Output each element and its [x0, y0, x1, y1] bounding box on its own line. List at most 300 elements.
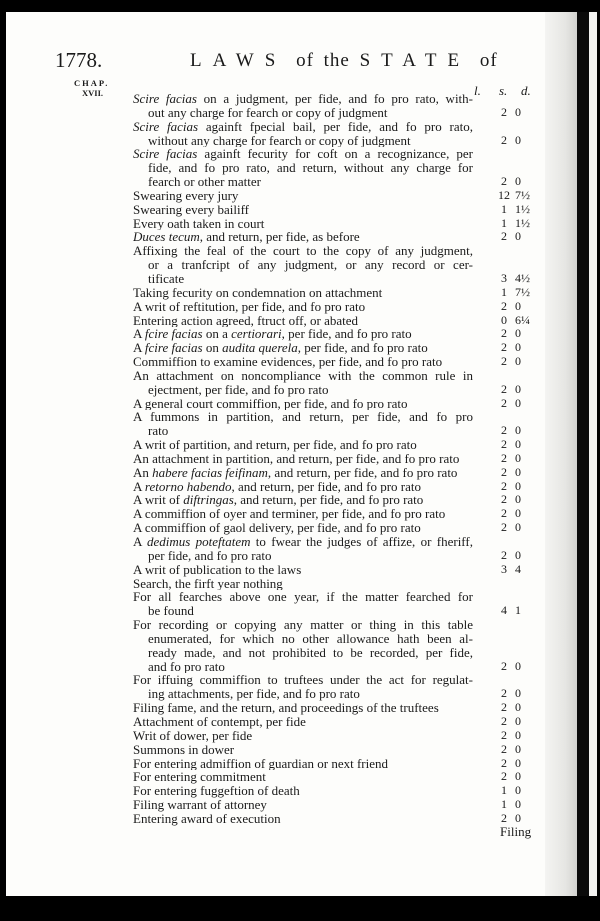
entry-text	[133, 217, 473, 231]
entry-text	[148, 258, 473, 272]
fee-entry	[133, 189, 543, 203]
fee-entry	[133, 770, 543, 784]
entry-line	[133, 327, 543, 341]
entry-line	[133, 784, 543, 798]
entry-line	[133, 341, 543, 355]
fee-entry	[133, 563, 543, 577]
fee-entry	[133, 327, 543, 341]
fee-entry	[133, 729, 543, 743]
shillings-amount: 2	[501, 686, 507, 701]
pence-amount: 0	[515, 492, 521, 507]
text-segment: againft fpecial bail, per fide, and fo pro rato,	[198, 119, 473, 134]
shillings-amount: 0	[501, 312, 507, 327]
pence-amount: 0	[515, 381, 521, 396]
entry-text	[148, 660, 473, 674]
entry-line	[133, 314, 543, 328]
shillings-amount: 2	[501, 104, 507, 119]
text-segment: tificate	[148, 271, 185, 286]
text-segment: on	[202, 341, 223, 356]
pence-amount: 1½	[515, 215, 530, 230]
text-segment: Filing fame, and the return, and proceedings of the truftees	[133, 701, 439, 715]
fee-entry	[133, 507, 543, 521]
entry-line	[133, 812, 543, 826]
chapter-label: CHAP.	[74, 78, 110, 88]
entry-text	[133, 397, 473, 411]
shillings-amount: 2	[501, 132, 507, 147]
entry-line	[133, 189, 543, 203]
entry-text	[148, 272, 473, 286]
entry-text	[148, 646, 473, 660]
fee-entry	[133, 203, 543, 217]
entry-line	[133, 397, 543, 411]
entry-line	[133, 590, 543, 604]
pence-amount: 1	[515, 603, 521, 618]
entry-text	[133, 147, 473, 161]
fee-entry	[133, 438, 543, 452]
entry-text	[133, 563, 473, 577]
pence-amount: 0	[515, 326, 521, 341]
fee-entry	[133, 743, 543, 757]
entry-text	[133, 327, 473, 341]
text-segment: A commiffion of gaol delivery, per fide, and fo pro rato	[133, 521, 421, 535]
latin-term: Scire facias	[133, 92, 197, 106]
shillings-amount: 2	[501, 769, 507, 784]
text-segment: An attachment in partition, and return, per fide, and fo pro rato	[133, 451, 460, 466]
pence-amount: 7½	[515, 187, 530, 202]
entry-line	[133, 286, 543, 300]
entry-text	[133, 729, 473, 743]
text-segment: Attachment of contempt, per fide	[133, 714, 306, 729]
fee-entry	[133, 812, 543, 826]
latin-term: retorno habendo	[144, 479, 232, 494]
entry-text	[148, 175, 473, 189]
column-header-shillings: s.	[499, 83, 508, 98]
text-segment: Affixing the feal of the court to the copy of any judgment,	[133, 244, 473, 259]
shillings-amount: 1	[501, 797, 507, 812]
pence-amount: 0	[515, 797, 521, 812]
text-segment: A commiffion of oyer and terminer, per fide, and fo pro rato	[133, 507, 446, 522]
entry-line	[133, 203, 543, 217]
entry-line	[133, 355, 543, 369]
shillings-amount: 2	[501, 547, 507, 562]
fee-entry	[133, 92, 543, 120]
entry-text	[133, 715, 473, 729]
entry-line	[133, 244, 543, 258]
entry-text	[133, 314, 473, 328]
fee-entry	[133, 673, 543, 701]
pence-amount: 0	[515, 506, 521, 521]
text-segment: fide, and fo pro rato, and return, without any charge for	[148, 161, 473, 176]
shillings-amount: 2	[501, 478, 507, 493]
entry-line	[133, 577, 543, 591]
text-segment: and fo pro rato	[148, 659, 225, 674]
text-segment: , and return, per fide, and fo pro rato	[267, 465, 458, 480]
entry-text	[148, 424, 473, 438]
entry-text	[133, 341, 473, 355]
pence-amount: 0	[515, 755, 521, 770]
fee-table	[133, 92, 543, 826]
text-segment: Entering award of execution	[133, 811, 281, 826]
entry-text	[133, 230, 473, 244]
entry-line	[133, 701, 543, 715]
fee-entry	[133, 120, 543, 148]
fee-entry	[133, 341, 543, 355]
shillings-amount: 2	[501, 492, 507, 507]
text-segment: , and return, per fide, and fo pro rato	[231, 479, 421, 494]
entry-text	[148, 161, 473, 175]
text-segment: An	[133, 465, 153, 480]
shillings-amount: 12	[498, 187, 510, 202]
entry-text	[133, 743, 473, 757]
shillings-amount: 2	[501, 381, 507, 396]
text-segment: Swearing every bailiff	[133, 202, 249, 217]
text-segment: Taking fecurity on condemnation on attachment	[133, 285, 383, 300]
text-segment: Entering action agreed, ftruct off, or abated	[133, 313, 358, 328]
latin-term: habere facias feifinam	[152, 465, 268, 480]
text-segment: without any charge for fearch or copy of judgment	[148, 133, 411, 148]
fee-entry	[133, 286, 543, 300]
entry-text	[133, 480, 473, 494]
latin-term: Scire facias	[133, 119, 199, 134]
shillings-amount: 2	[501, 229, 507, 244]
pence-amount: 0	[515, 437, 521, 452]
fee-entry	[133, 798, 543, 812]
entry-text	[133, 466, 473, 480]
entry-line	[133, 521, 543, 535]
entry-line	[133, 106, 543, 120]
page-edge-shadow	[545, 12, 579, 896]
text-segment: per fide, and fo pro rato	[148, 548, 272, 563]
shillings-amount: 1	[501, 201, 507, 216]
entry-line	[133, 120, 543, 134]
entry-text	[133, 189, 473, 203]
text-segment: A	[133, 327, 145, 342]
entry-text	[133, 618, 473, 632]
facing-page-edge	[589, 12, 597, 896]
entry-text	[133, 770, 473, 784]
entry-text	[148, 687, 473, 701]
pence-amount: 0	[515, 686, 521, 701]
entry-text	[133, 493, 473, 507]
text-segment: A fummons in partition, and return, per fide, and fo pro	[133, 410, 473, 425]
entry-line	[133, 258, 543, 272]
pence-amount: 0	[515, 104, 521, 119]
entry-line	[133, 493, 543, 507]
pence-amount: 0	[515, 700, 521, 715]
shillings-amount: 2	[501, 174, 507, 189]
entry-line	[133, 715, 543, 729]
fee-entry	[133, 577, 543, 591]
entry-line	[133, 147, 543, 161]
entry-text	[133, 438, 473, 452]
shillings-amount: 2	[501, 437, 507, 452]
shillings-amount: 4	[501, 603, 507, 618]
text-segment: For recording or copying any matter or thing in this table	[133, 618, 473, 632]
catchword: Filing	[500, 824, 532, 839]
title-word: the	[323, 50, 350, 71]
text-segment: ready made, and not prohibited to be recorded, per fide,	[148, 645, 473, 660]
entry-text	[133, 701, 473, 715]
pence-amount: 1½	[515, 201, 530, 216]
text-segment: A general court commiffion, per fide, and fo pro rato	[133, 396, 408, 411]
pence-amount: 0	[515, 464, 521, 479]
entry-line	[133, 217, 543, 231]
entry-text	[133, 203, 473, 217]
fee-entry	[133, 535, 543, 563]
fee-entry	[133, 230, 543, 244]
fee-entry	[133, 784, 543, 798]
pence-amount: 4½	[515, 270, 530, 285]
entry-line	[133, 535, 543, 549]
entry-text	[133, 798, 473, 812]
text-segment: againft fecurity for coft on a recognizance, per	[197, 147, 473, 162]
pence-amount: 0	[515, 450, 521, 465]
entry-text	[133, 673, 473, 687]
entry-line	[133, 549, 543, 563]
text-segment: A writ of partition, and return, per fide, and fo pro rato	[133, 438, 417, 452]
fee-entry	[133, 369, 543, 397]
text-segment: Writ of dower, per fide	[133, 728, 253, 743]
text-segment: For entering fuggeftion of death	[133, 784, 300, 799]
pence-amount: 0	[515, 769, 521, 784]
fee-entry	[133, 480, 543, 494]
text-segment: Every oath taken in court	[133, 216, 265, 231]
latin-term: audita querela	[222, 341, 298, 356]
fee-entry	[133, 217, 543, 231]
text-segment: For all fearches above one year, if the matter fearched for	[133, 590, 473, 605]
book-gutter	[577, 12, 589, 896]
entry-text	[148, 604, 473, 618]
text-segment: An attachment on noncompliance with the common rule in	[133, 368, 473, 383]
latin-term: fcire facias	[144, 327, 203, 342]
fee-entry	[133, 300, 543, 314]
latin-term: diftringas	[183, 493, 234, 508]
entry-line	[133, 272, 543, 286]
entry-text	[133, 812, 473, 826]
entry-line	[133, 743, 543, 757]
entry-line	[133, 466, 543, 480]
pence-amount: 0	[515, 713, 521, 728]
shillings-amount: 2	[501, 700, 507, 715]
entry-line	[133, 507, 543, 521]
pence-amount: 0	[515, 741, 521, 756]
latin-term: certiorari	[231, 327, 282, 342]
pence-amount: 0	[515, 478, 521, 493]
entry-line	[133, 383, 543, 397]
entry-line	[133, 757, 543, 771]
entry-line	[133, 604, 543, 618]
shillings-amount: 2	[501, 340, 507, 355]
latin-term: Scire facias	[133, 147, 198, 162]
entry-text	[148, 549, 473, 563]
entry-text	[133, 369, 473, 383]
text-segment: ejectment, per fide, and fo pro rato	[148, 382, 329, 397]
pence-amount: 0	[515, 727, 521, 742]
shillings-amount: 1	[501, 215, 507, 230]
text-segment: A	[133, 535, 147, 549]
column-header-pence: d.	[521, 83, 531, 98]
entry-line	[133, 134, 543, 148]
text-segment: Summons in dower	[133, 742, 235, 757]
entry-line	[133, 798, 543, 812]
entry-text	[133, 452, 473, 466]
entry-line	[133, 438, 543, 452]
fee-entry	[133, 757, 543, 771]
shillings-amount: 2	[501, 755, 507, 770]
shillings-amount: 2	[501, 326, 507, 341]
text-segment: A	[133, 341, 145, 356]
text-segment: A writ of	[133, 493, 184, 508]
text-segment: or a tranfcript of any judgment, or any record or cer-	[148, 258, 473, 272]
pence-amount: 0	[515, 132, 521, 147]
title-word: STATE	[359, 50, 471, 71]
entry-text	[133, 577, 473, 591]
text-segment: enumerated, for which no other allowance hath been al-	[148, 631, 473, 646]
entry-line	[133, 618, 543, 632]
fee-entry	[133, 590, 543, 618]
fee-entry	[133, 521, 543, 535]
pence-amount: 4	[515, 561, 521, 576]
entry-line	[133, 632, 543, 646]
text-segment: be found	[148, 604, 194, 619]
latin-term: fcire facias	[144, 341, 203, 356]
text-segment: , per fide, and fo pro rato	[281, 327, 412, 342]
entry-text	[133, 355, 473, 369]
title-word: of	[479, 50, 498, 71]
pence-amount: 7½	[515, 284, 530, 299]
text-segment: , and return, per fide, as before	[199, 230, 360, 245]
shillings-amount: 2	[501, 450, 507, 465]
entry-line	[133, 646, 543, 660]
text-segment: to fwear the judges of affize, or fheriff,	[250, 535, 473, 549]
pence-amount: 0	[515, 810, 521, 825]
text-segment: ing attachments, per fide, and fo pro rato	[148, 687, 360, 702]
shillings-amount: 2	[501, 727, 507, 742]
shillings-amount: 2	[501, 298, 507, 313]
entry-text	[133, 521, 473, 535]
text-segment: For iffuing commiffion to truftees under the act for regulat-	[133, 673, 473, 688]
entry-text	[148, 134, 473, 148]
entry-text	[133, 244, 473, 258]
title-word: LAWS	[190, 50, 287, 71]
pence-amount: 0	[515, 395, 521, 410]
text-segment: Swearing every jury	[133, 188, 239, 203]
pence-amount: 0	[515, 547, 521, 562]
fee-entry	[133, 397, 543, 411]
fee-entry	[133, 452, 543, 466]
fee-entry	[133, 244, 543, 286]
text-segment: For entering commitment	[133, 770, 266, 785]
shillings-amount: 2	[501, 354, 507, 369]
shillings-amount: 2	[501, 810, 507, 825]
shillings-amount: 2	[501, 741, 507, 756]
column-header-pounds: l.	[474, 83, 481, 98]
text-segment: , and return, per fide, and fo pro rato	[233, 493, 424, 508]
entry-line	[133, 452, 543, 466]
text-segment: For entering admiffion of guardian or next friend	[133, 756, 388, 771]
text-segment: on a judgment, per fide, and fo pro rato, with-	[196, 92, 473, 106]
text-segment: out any charge for fearch or copy of judgment	[148, 105, 388, 120]
entry-line	[133, 673, 543, 687]
text-segment: A	[133, 479, 145, 494]
shillings-amount: 3	[501, 270, 507, 285]
entry-text	[148, 106, 473, 120]
entry-line	[133, 424, 543, 438]
text-segment: , per fide, and fo pro rato	[297, 341, 428, 356]
text-segment: Commiffion to examine evidences, per fide, and fo pro rato	[133, 355, 443, 369]
latin-term: Duces tecum	[133, 230, 200, 245]
text-segment: A writ of publication to the laws	[133, 562, 302, 577]
fee-entry	[133, 701, 543, 715]
entry-line	[133, 563, 543, 577]
shillings-amount: 2	[501, 520, 507, 535]
entry-line	[133, 161, 543, 175]
fee-entry	[133, 618, 543, 673]
shillings-amount: 1	[501, 284, 507, 299]
pence-amount: 0	[515, 520, 521, 535]
chapter-number: XVII.	[82, 88, 104, 98]
pence-amount: 6¼	[515, 312, 530, 327]
text-segment: Filing warrant of attorney	[133, 798, 267, 812]
entry-line	[133, 687, 543, 701]
shillings-amount: 1	[501, 783, 507, 798]
entry-line	[133, 410, 543, 424]
shillings-amount: 2	[501, 464, 507, 479]
pence-amount: 0	[515, 783, 521, 798]
entry-line	[133, 230, 543, 244]
entry-text	[133, 535, 473, 549]
pence-amount: 0	[515, 658, 521, 673]
fee-entry	[133, 355, 543, 369]
entry-line	[133, 729, 543, 743]
entry-text	[133, 410, 473, 424]
shillings-amount: 3	[501, 561, 507, 576]
text-segment: on a	[202, 327, 232, 342]
shillings-amount: 2	[501, 713, 507, 728]
pence-amount: 0	[515, 229, 521, 244]
pence-amount: 0	[515, 354, 521, 369]
entry-text	[148, 383, 473, 397]
entry-text	[133, 92, 473, 106]
title-word: of	[296, 50, 314, 71]
entry-text	[133, 286, 473, 300]
fee-entry	[133, 466, 543, 480]
fee-entry	[133, 410, 543, 438]
fee-entry	[133, 147, 543, 189]
entry-text	[133, 590, 473, 604]
text-segment: rato	[148, 424, 169, 439]
fee-entry	[133, 314, 543, 328]
entry-line	[133, 300, 543, 314]
entry-line	[133, 92, 543, 106]
shillings-amount: 2	[501, 506, 507, 521]
entry-line	[133, 175, 543, 189]
entry-text	[133, 507, 473, 521]
pence-amount: 0	[515, 298, 521, 313]
entry-text	[133, 300, 473, 314]
text-segment: A writ of reftitution, per fide, and fo pro rato	[133, 299, 366, 314]
entry-text	[148, 632, 473, 646]
shillings-amount: 2	[501, 423, 507, 438]
entry-line	[133, 480, 543, 494]
entry-line	[133, 369, 543, 383]
pence-amount: 0	[515, 174, 521, 189]
entry-text	[133, 120, 473, 134]
entry-line	[133, 660, 543, 674]
entry-text	[133, 784, 473, 798]
text-segment: fearch or other matter	[148, 175, 261, 189]
shillings-amount: 2	[501, 658, 507, 673]
